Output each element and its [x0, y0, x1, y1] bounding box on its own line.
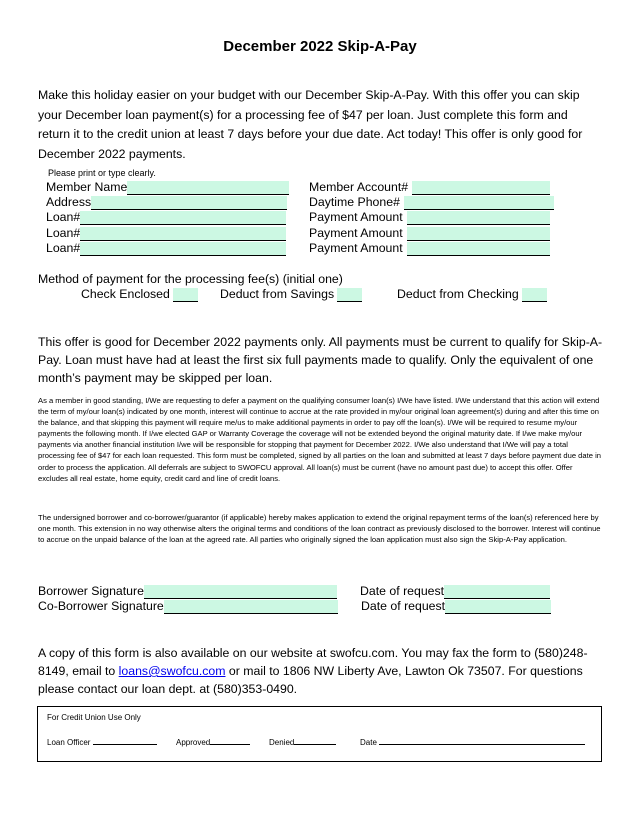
loan-officer-line[interactable]	[93, 736, 157, 745]
coborrower-signature-line[interactable]	[164, 600, 338, 614]
payment-amount2-label: Payment Amount	[309, 226, 403, 240]
check-enclosed-option[interactable]	[81, 287, 198, 302]
contact-paragraph	[38, 644, 603, 698]
member-name-label: Member Name	[46, 180, 128, 194]
payment-amount1-label: Payment Amount	[309, 210, 403, 224]
loan3-line[interactable]	[80, 242, 286, 256]
coborrower-signature-label: Co-Borrower Signature	[38, 599, 164, 613]
loan3-label: Loan#	[46, 241, 81, 255]
borrower-signature-line[interactable]	[144, 585, 337, 599]
member-name-line[interactable]	[127, 181, 289, 195]
intro-paragraph: Make this holiday easier on your budget with our December Skip-A-Pay. With this offer you can skip your December loan payment(s) for a processing fee of $47 per loan. Just complete this form and return it to the credit union at least 7 days before your due date. Act today! This offer is only good for December 2022 payments.	[38, 88, 583, 161]
payment-method-label: Method of payment for the processing fee(s) (initial one)	[38, 272, 343, 286]
daytime-phone-field[interactable]	[309, 195, 554, 210]
deduct-checking-initial[interactable]	[522, 288, 547, 302]
office-use-heading: For Credit Union Use Only	[47, 713, 141, 722]
address-label: Address	[46, 195, 92, 209]
date-of-request2-label: Date of request	[361, 599, 446, 613]
check-enclosed-label: Check Enclosed	[81, 287, 170, 301]
coborrower-signature-field[interactable]	[38, 599, 338, 614]
approved-field[interactable]	[176, 736, 250, 747]
office-date-line[interactable]	[379, 736, 585, 745]
loan1-field[interactable]	[46, 210, 286, 225]
date-of-request2-field[interactable]	[361, 599, 551, 614]
payment-amount3-line[interactable]	[407, 242, 550, 256]
date-of-request2-line[interactable]	[445, 600, 551, 614]
borrower-signature-field[interactable]	[38, 584, 337, 599]
payment-amount2-field[interactable]	[309, 226, 550, 241]
approved-label: Approved	[176, 738, 211, 747]
address-line[interactable]	[91, 196, 287, 210]
payment-amount2-line[interactable]	[407, 227, 550, 241]
date-of-request-line[interactable]	[444, 585, 550, 599]
payment-amount1-field[interactable]	[309, 210, 550, 225]
loan-officer-field[interactable]	[47, 736, 157, 747]
payment-amount3-field[interactable]	[309, 241, 550, 256]
office-use-box	[37, 706, 602, 762]
guarantor-paragraph: The undersigned borrower and co-borrower/guarantor (if applicable) hereby makes application to extend the original repayment terms of the loan(s) referenced here by one month. This extension in no way otherwise alters the original terms and conditions of the loan contract as previously disclosed to the borrower. Interest will continue to accrue on the unpaid balance of the loan at the agreed rate. All parties who originally signed the loan application must also sign the Skip-A-Pay application.	[38, 513, 601, 545]
address-field[interactable]	[46, 195, 287, 210]
loan-officer-label: Loan Officer	[47, 738, 91, 747]
page-title: December 2022 Skip-A-Pay	[223, 38, 417, 55]
deduct-checking-option[interactable]	[397, 287, 547, 302]
approved-line[interactable]	[210, 736, 250, 745]
denied-label: Denied	[269, 738, 295, 747]
contact-text-post: or mail to 1806 NW Liberty Ave, Lawton Ok 73507. For questions please contact our loan dept. at (580)353-0490.	[38, 664, 583, 696]
eligibility-paragraph: This offer is good for December 2022 payments only. All payments must be current to qualify for Skip-A-Pay. Loan must have had at least the first six full payments made to qualify. Only the equivalent of one month’s payment may be skipped per loan.	[38, 335, 603, 385]
member-account-line[interactable]	[412, 181, 550, 195]
email-link[interactable]: loans@swofcu.com	[118, 664, 226, 678]
member-name-field[interactable]	[46, 180, 289, 195]
borrower-signature-label: Borrower Signature	[38, 584, 144, 598]
loan3-field[interactable]	[46, 241, 286, 256]
deduct-savings-option[interactable]	[220, 287, 362, 302]
date-of-request-label: Date of request	[360, 584, 445, 598]
contact-text-pre: A copy of this form is also available on our website at swofcu.com. You may fax the form to (580)248-8149, email to	[38, 646, 588, 678]
member-account-field[interactable]	[309, 180, 550, 195]
payment-amount3-label: Payment Amount	[309, 241, 403, 255]
date-of-request-field[interactable]	[360, 584, 550, 599]
loan1-line[interactable]	[80, 211, 286, 225]
office-date-field[interactable]	[360, 736, 585, 747]
loan1-label: Loan#	[46, 210, 81, 224]
deduct-savings-label: Deduct from Savings	[220, 287, 335, 301]
daytime-phone-line[interactable]	[404, 196, 554, 210]
denied-field[interactable]	[269, 736, 336, 747]
loan2-field[interactable]	[46, 226, 286, 241]
office-date-label: Date	[360, 738, 377, 747]
member-account-label: Member Account#	[309, 180, 409, 194]
payment-amount1-line[interactable]	[407, 211, 550, 225]
deduct-checking-label: Deduct from Checking	[397, 287, 519, 301]
denied-line[interactable]	[294, 736, 336, 745]
loan2-line[interactable]	[80, 227, 286, 241]
deduct-savings-initial[interactable]	[337, 288, 362, 302]
instructions: Please print or type clearly.	[48, 168, 156, 178]
daytime-phone-label: Daytime Phone#	[309, 195, 400, 209]
loan2-label: Loan#	[46, 226, 81, 240]
terms-paragraph: As a member in good standing, I/We are requesting to defer a payment on the qualifying consumer loan(s) I/We have listed. I/We understand that this action will extend the term of my/our loan(s) indicated by one month, interest will continue to accrue at the rate provided in my/our original loan agreement(s) during and after this time on the balance, and that skipping this payment will require me/us to make additional payments in order to pay off the loan(s). I/We will be required to resume my/our payments the following month. If I/we elected GAP or Warranty Coverage the coverage will not be extended beyond the original maturity date. If I/we make my/our payments via another financial institution I/we will be responsible for stopping that payment for December 2022. I/We also understand that I/We will pay a total processing fee of $47 for each loan requested. This form must be completed, signed by all parties on the loan and submitted at least 7 days before payment due date in order to process the application. All deferrals are subject to SWOFCU approval. All loan(s) must be current (have no amount past due) to accept this offer. Offer excludes all real estate, home equity, credit card and line of credit loans.	[38, 396, 601, 483]
check-enclosed-initial[interactable]	[173, 288, 198, 302]
